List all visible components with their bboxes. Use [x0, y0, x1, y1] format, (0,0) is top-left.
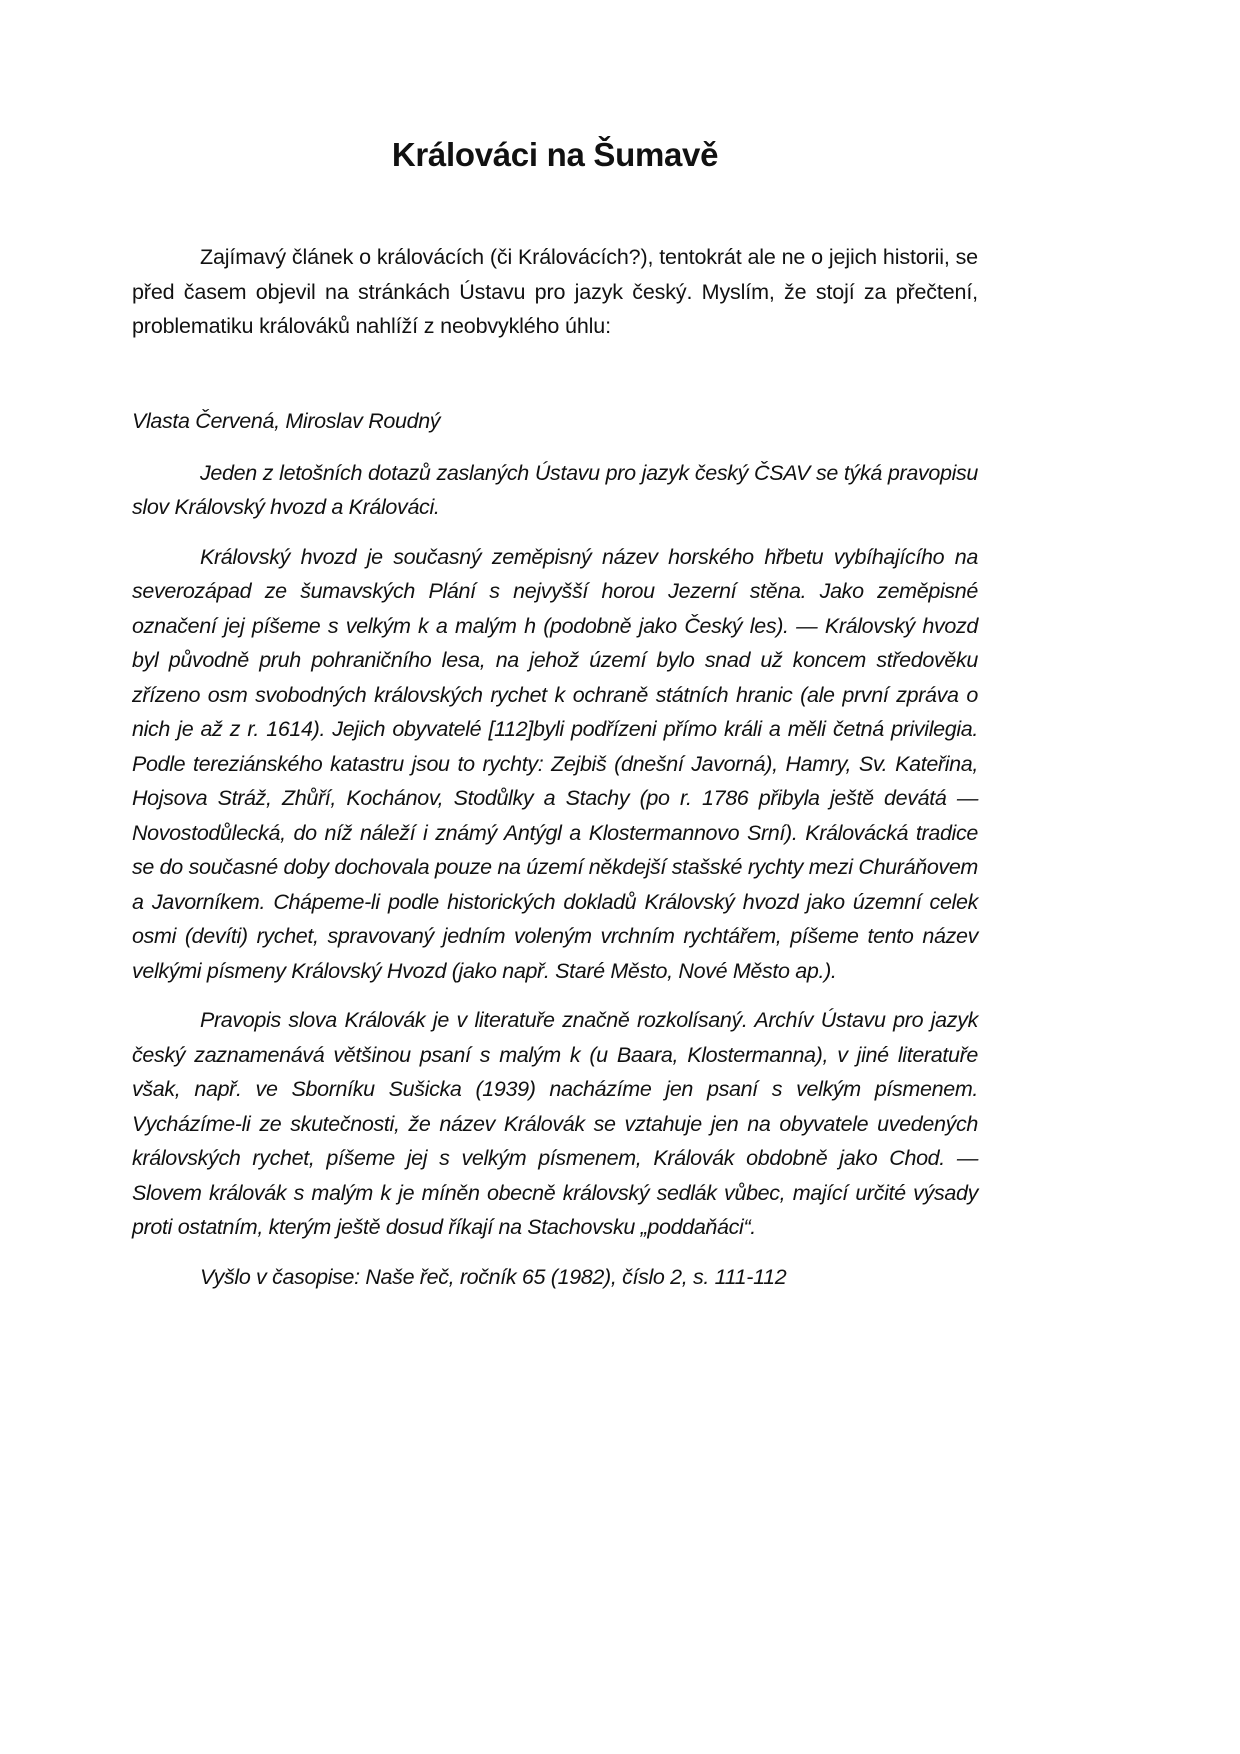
intro-paragraph: Zajímavý článek o královácích (či Královácích?), tentokrát ale ne o jejich historii, se před časem objevil na stránkách Ústavu pro jazyk český. Myslím, že stojí za přečtení, problematiku králováků nahlíží z neobvyklého úhlu:	[132, 245, 978, 338]
article-paragraph-2: Královský hvozd je současný zeměpisný název horského hřbetu vybíhajícího na severozápad ze šumavských Plání s nejvyšší horou Jezerní stěna. Jako zeměpisné označení jej píšeme s velkým k a malým h (podobně jako Český les). — Královský hvozd byl původně pruh pohraničního lesa, na jehož území bylo snad už koncem středověku zřízeno osm svobodných královských rychet k ochraně státních hranic (ale první zpráva o nich je až z r. 1614). Jejich obyvatelé [112]byli podřízeni přímo králi a měli četná privilegia. Podle tereziánského katastru jsou to rychty: Zejbiš (dnešní Javorná), Hamry, Sv. Kateřina, Hojsova Stráž, Zhůří, Kochánov, Stodůlky a Stachy (po r. 1786 přibyla ještě devátá — Novostodůlecká, do níž náleží i známý Antýgl a Klostermannovo Srní). Královácká tradice se do současné doby dochovala pouze na území někdejší stašské rychty mezi Churáňovem a Javorníkem. Chápeme-li podle historických dokladů Královský hvozd jako územní celek osmi (devíti) rychet, spravovaný jedním voleným vrchním rychtářem, píšeme tento název velkými písmeny Královský Hvozd (jako např. Staré Město, Nové Město ap.).	[132, 544, 978, 983]
article-source-citation: Vyšlo v časopise: Naše řeč, ročník 65 (1982), číslo 2, s. 111-112	[200, 1264, 787, 1289]
article-paragraph-1: Jeden z letošních dotazů zaslaných Ústavu pro jazyk český ČSAV se týká pravopisu slov Královský hvozd a Králováci.	[132, 460, 978, 519]
article-authors: Vlasta Červená, Miroslav Roudný	[132, 409, 441, 433]
document-title: Králováci na Šumavě	[391, 136, 719, 173]
article-paragraph-3: Pravopis slova Královák je v literatuře značně rozkolísaný. Archív Ústavu pro jazyk český zaznamenává většinou psaní s malým k (u Baara, Klostermanna), v jiné literatuře však, např. ve Sborníku Sušicka (1939) nacházíme jen psaní s velkým písmenem. Vycházíme-li ze skutečnosti, že název Královák se vztahuje jen na obyvatele uvedených královských rychet, píšeme jej s velkým písmenem, Královák obdobně jako Chod. — Slovem královák s malým k je míněn obecně královský sedlák vůbec, mající určité výsady proti ostatním, kterým ještě dosud říkají na Stachovsku „poddaňáci“.	[132, 1008, 978, 1239]
quoted-article	[132, 404, 978, 1294]
